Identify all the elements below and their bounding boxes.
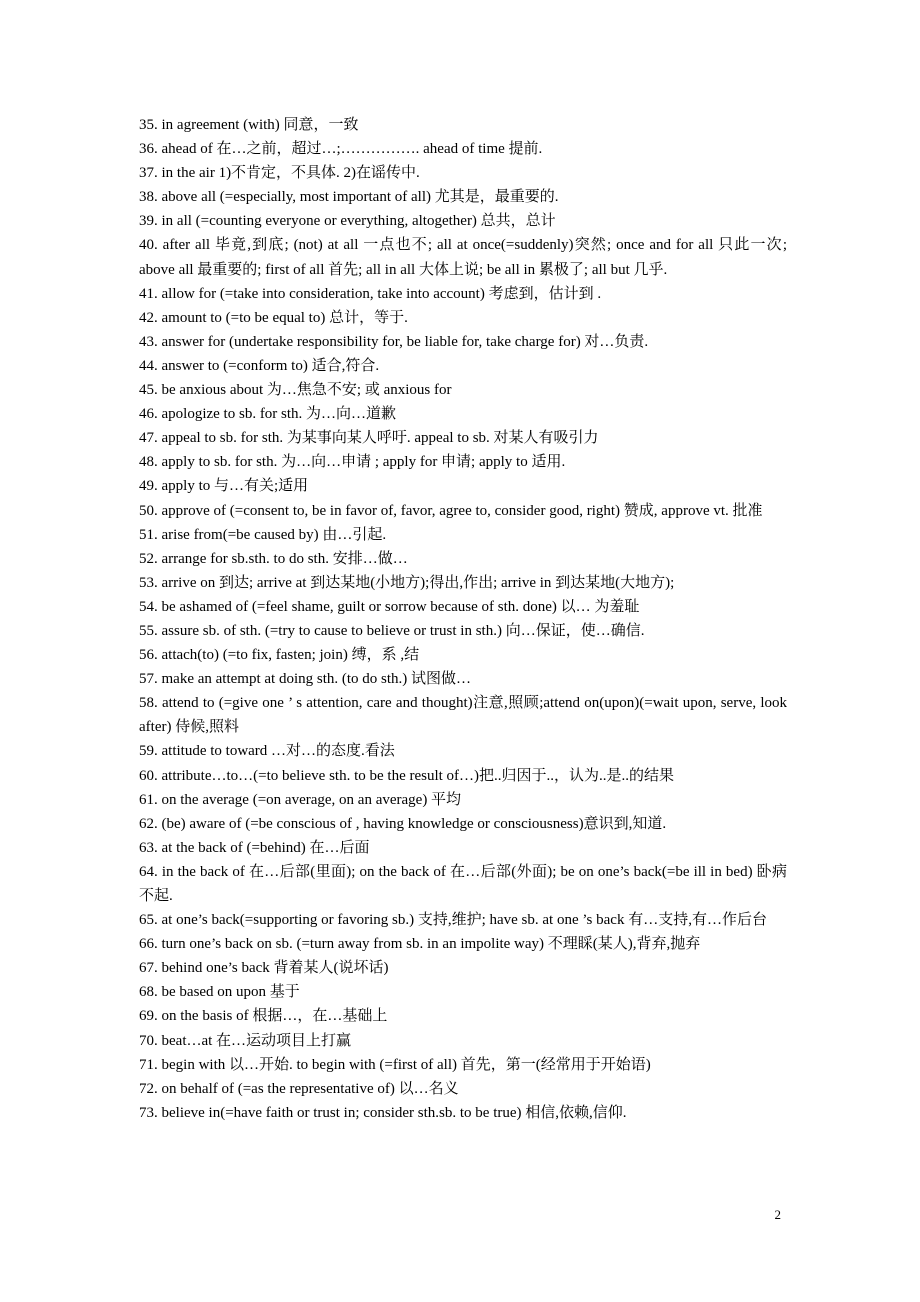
phrase-entry-68: 68. be based on upon 基于 — [139, 984, 300, 1001]
phrase-entry-54: 54. be ashamed of (=feel shame, guilt or sorrow because of sth. done) 以… 为羞耻 — [139, 598, 640, 615]
phrase-entry-58: 58. attend to (=give one ’ s attention, care and thought)注意,照顾;attend on(upon)(=wait upon, serve, look after) 侍候,照料 — [139, 695, 787, 736]
phrase-entry-51: 51. arise from(=be caused by) 由…引起. — [139, 526, 387, 543]
phrase-entry-41: 41. allow for (=take into consideration, take into account) 考虑到，估计到 . — [139, 285, 602, 302]
phrase-entry-48: 48. apply to sb. for sth. 为…向…申请 ; apply for 申请; apply to 适用. — [139, 454, 566, 471]
phrase-entry-71: 71. begin with 以…开始. to begin with (=first of all) 首先，第一(经常用于开始语) — [139, 1056, 651, 1073]
phrase-entry-57: 57. make an attempt at doing sth. (to do sth.) 试图做… — [139, 671, 472, 688]
phrase-entry-67: 67. behind one’s back 背着某人(说坏话) — [139, 960, 389, 977]
phrase-entry-56: 56. attach(to) (=to fix, fasten; join) 缚，系 ,结 — [139, 647, 420, 664]
phrase-entry-59: 59. attitude to toward …对…的态度.看法 — [139, 743, 395, 760]
phrase-entry-49: 49. apply to 与…有关;适用 — [139, 478, 309, 495]
phrase-entry-62: 62. (be) aware of (=be conscious of , having knowledge or consciousness)意识到,知道. — [139, 815, 667, 832]
phrase-entry-60: 60. attribute…to…(=to believe sth. to be the result of…)把..归因于..，认为..是..的结果 — [139, 767, 675, 784]
phrase-entry-45: 45. be anxious about 为…焦急不安; 或 anxious for — [139, 382, 452, 399]
phrase-entry-52: 52. arrange for sb.sth. to do sth. 安排…做… — [139, 550, 408, 567]
phrase-list — [139, 113, 787, 1125]
phrase-entry-64: 64. in the back of 在…后部(里面); on the back of 在…后部(外面); be on one’s back(=be ill in bed) 卧病不起. — [139, 863, 787, 904]
phrase-entry-53: 53. arrive on 到达; arrive at 到达某地(小地方);得出,作出; arrive in 到达某地(大地方); — [139, 574, 675, 591]
phrase-entry-72: 72. on behalf of (=as the representative of) 以…名义 — [139, 1080, 459, 1097]
phrase-entry-47: 47. appeal to sb. for sth. 为某事向某人呼吁. appeal to sb. 对某人有吸引力 — [139, 430, 599, 447]
phrase-entry-35: 35. in agreement (with) 同意，一致 — [139, 117, 359, 133]
phrase-entry-43: 43. answer for (undertake responsibility for, be liable for, take charge for) 对…负责. — [139, 333, 649, 350]
phrase-entry-50: 50. approve of (=consent to, be in favor of, favor, agree to, consider good, right) 赞成, approve vt. 批准 — [139, 502, 763, 519]
phrase-entry-36: 36. ahead of 在…之前，超过…;……………. ahead of time 提前. — [139, 141, 543, 158]
phrase-entry-65: 65. at one’s back(=supporting or favoring sb.) 支持,维护; have sb. at one ’s back 有…支持,有…作后台 — [139, 912, 767, 929]
phrase-entry-55: 55. assure sb. of sth. (=try to cause to believe or trust in sth.) 向…保证，使…确信. — [139, 622, 645, 639]
phrase-entry-63: 63. at the back of (=behind) 在…后面 — [139, 839, 370, 856]
phrase-entry-42: 42. amount to (=to be equal to) 总计，等于. — [139, 309, 408, 326]
phrase-entry-61: 61. on the average (=on average, on an average) 平均 — [139, 791, 462, 808]
phrase-entry-73: 73. believe in(=have faith or trust in; consider sth.sb. to be true) 相信,依赖,信仰. — [139, 1104, 627, 1121]
phrase-entry-70: 70. beat…at 在…运动项目上打赢 — [139, 1032, 352, 1049]
phrase-entry-39: 39. in all (=counting everyone or everything, altogether) 总共，总计 — [139, 213, 556, 230]
phrase-entry-40: 40. after all 毕竟,到底; (not) at all 一点也不; all at once(=suddenly)突然; once and for all 只此一次; above all 最重要的; first of all 首先; all in all 大体上说; be all in 累极了; all but 几乎. — [139, 237, 787, 278]
phrase-entry-66: 66. turn one’s back on sb. (=turn away from sb. in an impolite way) 不理睬(某人),背弃,抛弃 — [139, 936, 701, 953]
phrase-entry-37: 37. in the air 1)不肯定，不具体. 2)在谣传中. — [139, 165, 420, 182]
phrase-entry-44: 44. answer to (=conform to) 适合,符合. — [139, 357, 380, 374]
page-number: 2 — [774, 1207, 781, 1222]
phrase-entry-69: 69. on the basis of 根据…，在…基础上 — [139, 1008, 388, 1025]
phrase-entry-38: 38. above all (=especially, most important of all) 尤其是，最重要的. — [139, 189, 559, 206]
phrase-entry-46: 46. apologize to sb. for sth. 为…向…道歉 — [139, 406, 397, 423]
